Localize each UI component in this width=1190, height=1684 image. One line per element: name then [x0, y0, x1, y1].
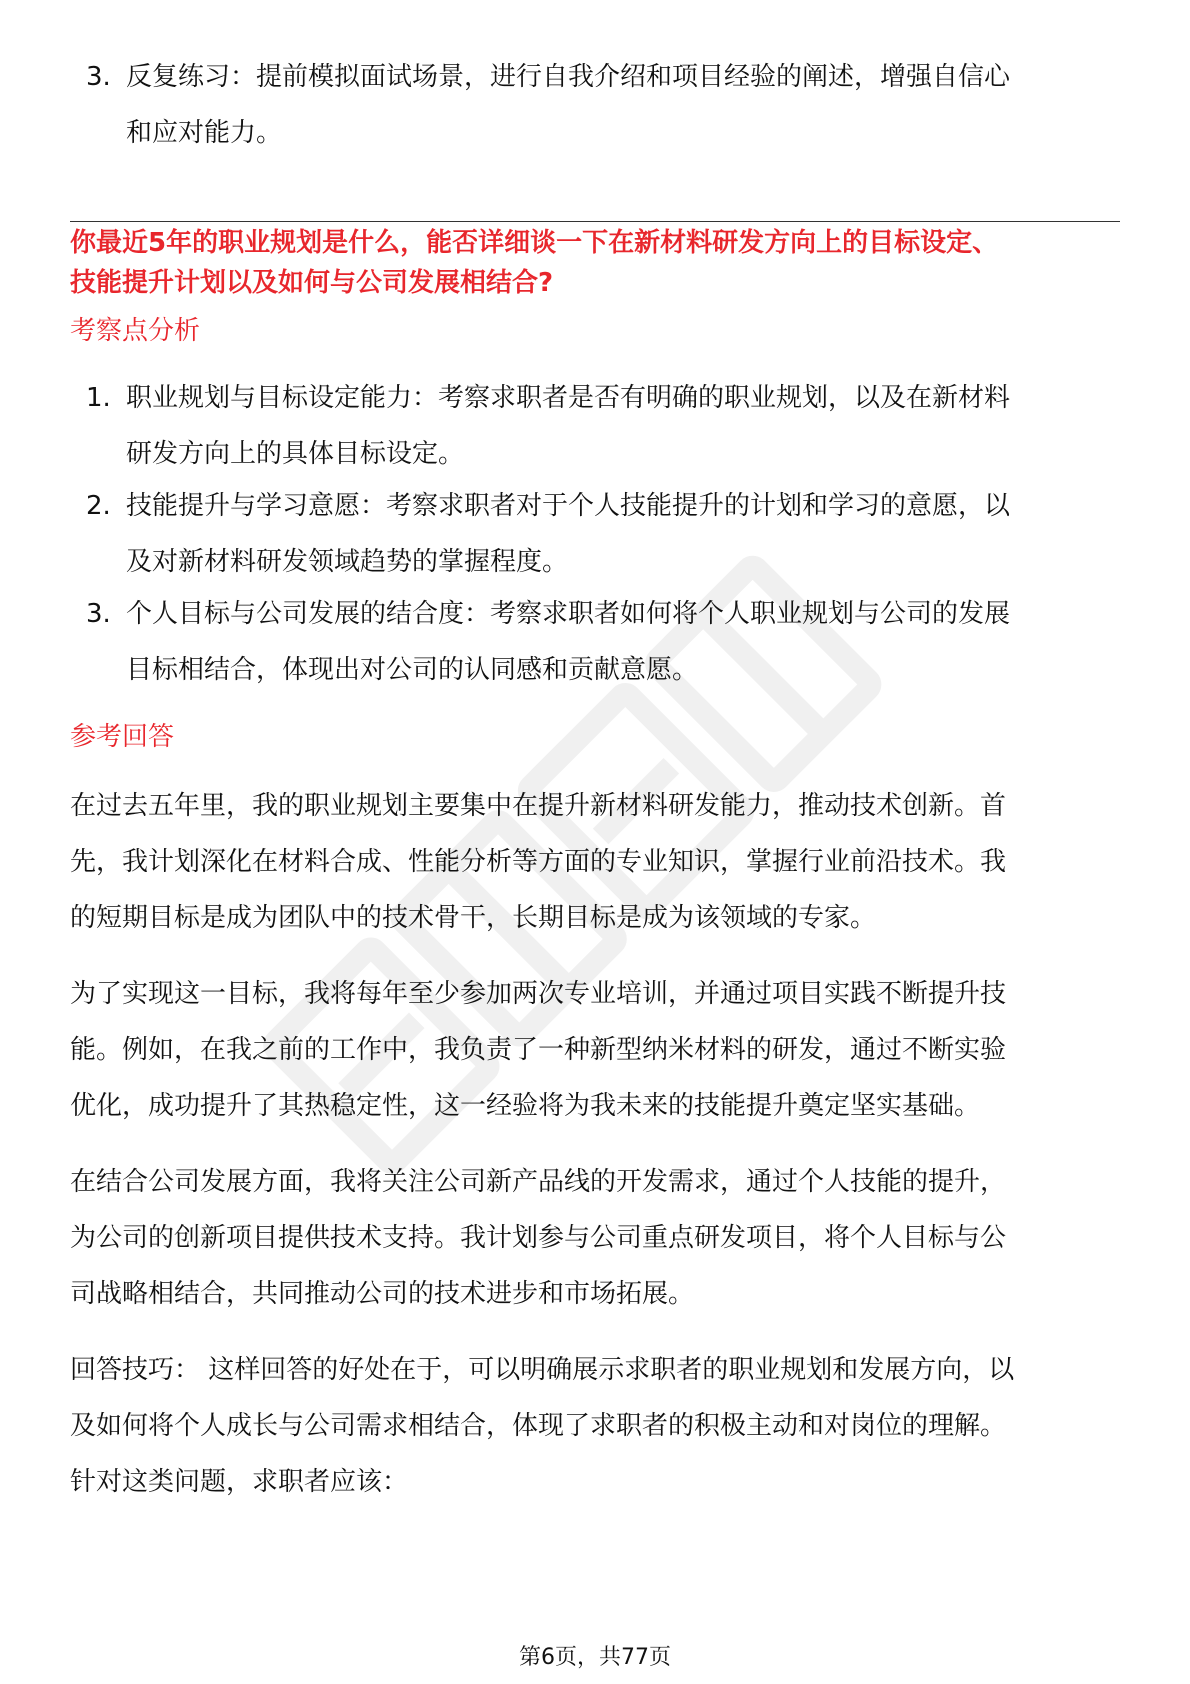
list-number: 3. — [86, 599, 111, 629]
list-number: 2. — [86, 491, 111, 521]
answer-paragraph — [70, 778, 1120, 946]
paragraph-line: 为公司的创新项目提供技术支持。我计划参与公司重点研发项目，将个人目标与公 — [70, 1223, 1007, 1253]
list-text-line: 反复练习：提前模拟面试场景，进行自我介绍和项目经验的阐述，增强自信心 — [126, 62, 1011, 92]
paragraph-line: 在过去五年里，我的职业规划主要集中在提升新材料研发能力，推动技术创新。首 — [70, 791, 1007, 821]
list-item — [70, 49, 1176, 161]
list-text-line: 研发方向上的具体目标设定。 — [126, 439, 465, 469]
tips-paragraph — [70, 1342, 1120, 1510]
list-text-line: 职业规划与目标设定能力：考察求职者是否有明确的职业规划，以及在新材料 — [126, 383, 1011, 413]
question-block — [70, 223, 1120, 303]
paragraph-line: 优化，成功提升了其热稳定性，这一经验将为我未来的技能提升奠定坚实基础。 — [70, 1091, 981, 1121]
page-number: 第6页，共77页 — [519, 1645, 671, 1670]
paragraph-line: 针对这类问题，求职者应该： — [70, 1467, 409, 1497]
list-item — [70, 370, 1176, 482]
paragraph-line: 能。例如，在我之前的工作中，我负责了一种新型纳米材料的研发，通过不断实验 — [70, 1035, 1007, 1065]
paragraph-line: 先，我计划深化在材料合成、性能分析等方面的专业知识，掌握行业前沿技术。我 — [70, 847, 1007, 877]
answer-paragraph — [70, 1154, 1120, 1322]
section-heading-analysis: 考察点分析 — [70, 316, 201, 346]
list-text-line: 目标相结合，体现出对公司的认同感和贡献意愿。 — [126, 655, 699, 685]
paragraph-line: 的短期目标是成为团队中的技术骨干，长期目标是成为该领域的专家。 — [70, 903, 877, 933]
paragraph-line: 回答技巧： 这样回答的好处在于，可以明确展示求职者的职业规划和发展方向，以 — [70, 1355, 1015, 1385]
paragraph-line: 司战略相结合，共同推动公司的技术进步和市场拓展。 — [70, 1279, 695, 1309]
paragraph-line: 为了实现这一目标，我将每年至少参加两次专业培训，并通过项目实践不断提升技 — [70, 979, 1007, 1009]
question-line: 技能提升计划以及如何与公司发展相结合? — [70, 268, 554, 298]
list-number: 3. — [86, 62, 111, 92]
list-text-line: 技能提升与学习意愿：考察求职者对于个人技能提升的计划和学习的意愿，以 — [126, 491, 1011, 521]
list-item — [70, 478, 1176, 590]
list-number: 1. — [86, 383, 111, 413]
question-line: 你最近5年的职业规划是什么，能否详细谈一下在新材料研发方向上的目标设定、 — [70, 228, 999, 258]
list-text-line: 及对新材料研发领域趋势的掌握程度。 — [126, 547, 569, 577]
list-item — [70, 586, 1176, 698]
paragraph-line: 在结合公司发展方面，我将关注公司新产品线的开发需求，通过个人技能的提升， — [70, 1167, 1007, 1197]
section-heading-answer: 参考回答 — [70, 722, 175, 752]
paragraph-line: 及如何将个人成长与公司需求相结合，体现了求职者的积极主动和对岗位的理解。 — [70, 1411, 1007, 1441]
list-text-line: 个人目标与公司发展的结合度：考察求职者如何将个人职业规划与公司的发展 — [126, 599, 1011, 629]
section-divider — [70, 221, 1120, 222]
list-text-line: 和应对能力。 — [126, 118, 283, 148]
answer-paragraph — [70, 966, 1120, 1134]
